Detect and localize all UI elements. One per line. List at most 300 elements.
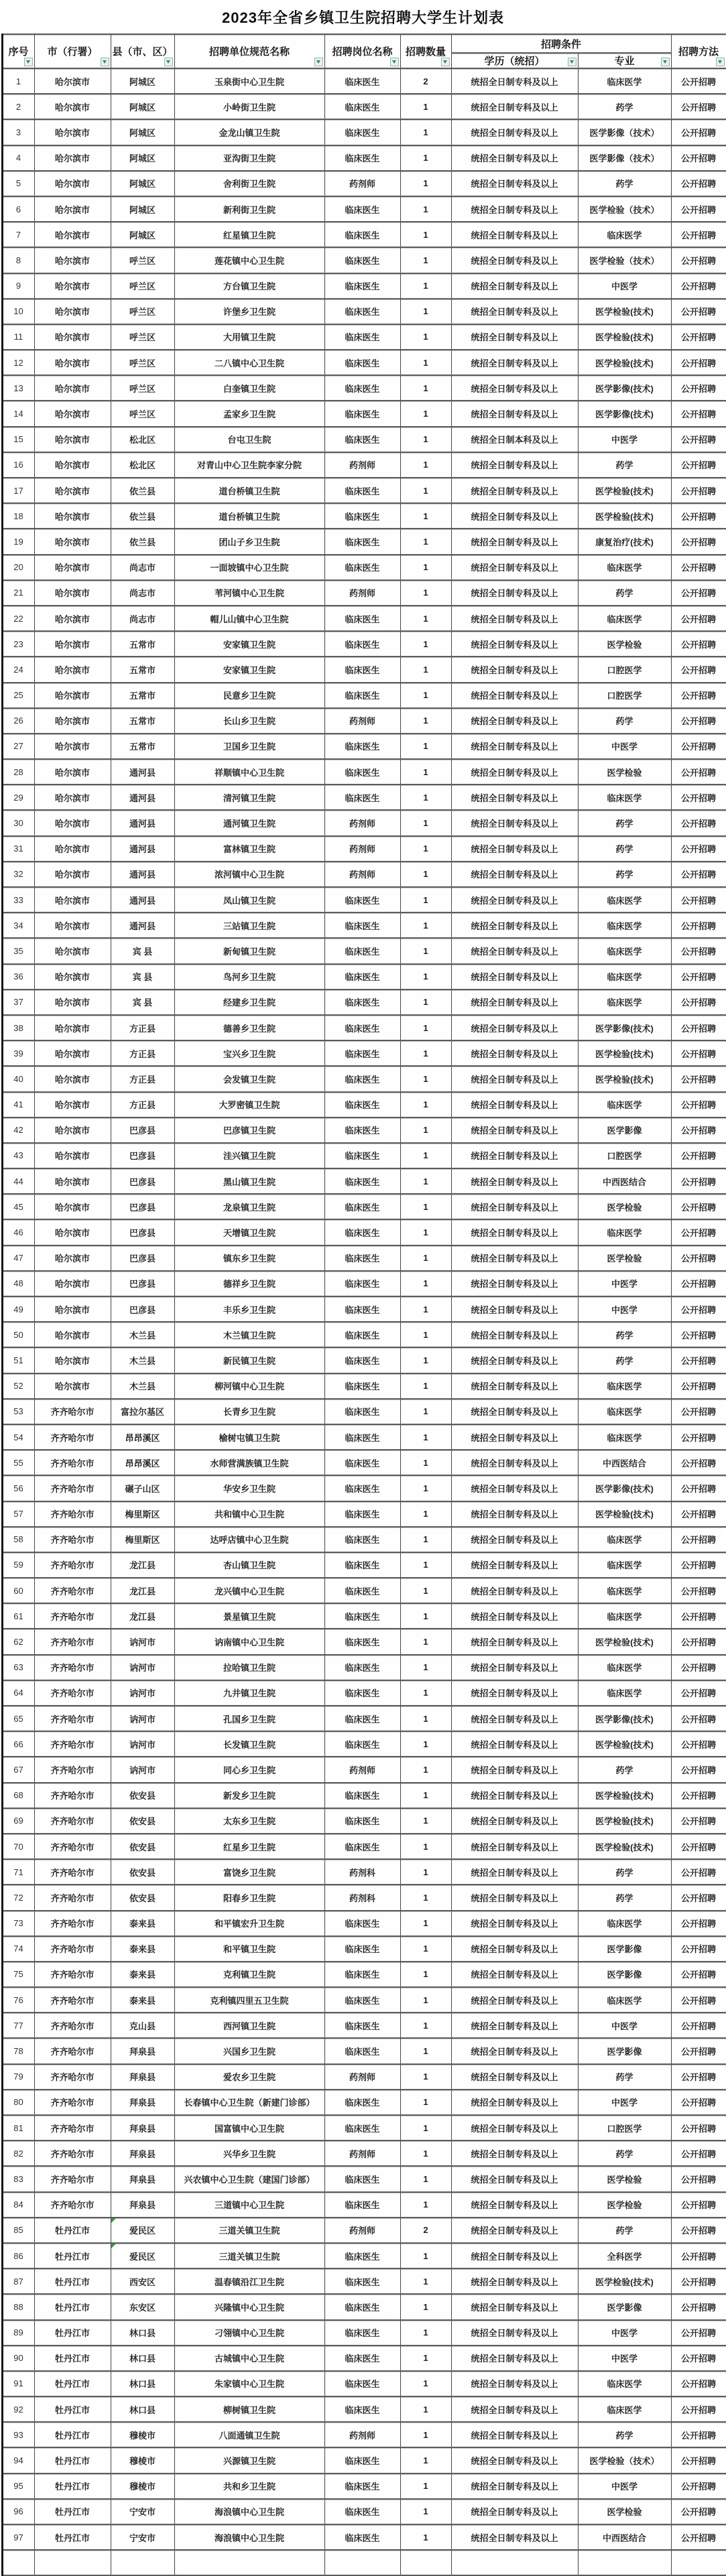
col-method: 公开招聘 bbox=[671, 1040, 726, 1066]
col-unit: 莲花镇中心卫生院 bbox=[174, 247, 324, 273]
col-unit: 太东乡卫生院 bbox=[174, 1808, 324, 1834]
col-no bbox=[2, 2550, 34, 2575]
col-city: 齐齐哈尔市 bbox=[34, 1603, 111, 1629]
col-degree: 统招全日制专科及以上 bbox=[451, 2346, 578, 2371]
col-position: 临床医生 bbox=[324, 324, 400, 350]
col-no: 32 bbox=[2, 862, 34, 887]
col-degree: 统招全日制专科及以上 bbox=[451, 734, 578, 759]
col-degree: 统招全日制专科及以上 bbox=[451, 222, 578, 247]
col-degree: 统招全日制专科及以上 bbox=[451, 1296, 578, 1322]
col-count: 1 bbox=[400, 1783, 451, 1808]
col-unit: 兴国乡卫生院 bbox=[174, 2038, 324, 2063]
col-major: 口腔医学 bbox=[578, 683, 671, 708]
col-major: 医学影像(技术) bbox=[578, 401, 671, 426]
col-count: 1 bbox=[400, 1527, 451, 1552]
col-unit: 杏山镇卫生院 bbox=[174, 1552, 324, 1578]
col-method: 公开招聘 bbox=[671, 1962, 726, 1987]
col-position: 临床医生 bbox=[324, 1527, 400, 1552]
col-count: 1 bbox=[400, 1911, 451, 1936]
table-row bbox=[2, 1834, 726, 1859]
col-degree: 统招全日制专科及以上 bbox=[451, 171, 578, 196]
filter-icon[interactable] bbox=[661, 58, 670, 66]
col-no: 17 bbox=[2, 478, 34, 503]
col-major: 临床医学 bbox=[578, 1399, 671, 1424]
col-no: 47 bbox=[2, 1245, 34, 1271]
col-major: 临床医学 bbox=[578, 990, 671, 1015]
col-position: 临床医生 bbox=[324, 1373, 400, 1399]
header-city: 市（行署） bbox=[34, 34, 111, 68]
col-unit: 三道关镇卫生院 bbox=[174, 2218, 324, 2243]
col-degree: 统招全日制专科及以上 bbox=[451, 2524, 578, 2550]
col-city: 齐齐哈尔市 bbox=[34, 1552, 111, 1578]
col-count: 1 bbox=[400, 1168, 451, 1194]
col-city: 哈尔滨市 bbox=[34, 631, 111, 657]
col-city: 齐齐哈尔市 bbox=[34, 1475, 111, 1501]
col-major: 医学检验(技术) bbox=[578, 1066, 671, 1091]
col-city: 齐齐哈尔市 bbox=[34, 2192, 111, 2218]
col-county: 宾 县 bbox=[111, 964, 174, 990]
col-degree: 统招全日制专科及以上 bbox=[451, 2115, 578, 2141]
col-county: 昂昂溪区 bbox=[111, 1424, 174, 1450]
col-position: 临床医生 bbox=[324, 1015, 400, 1040]
col-position: 临床医生 bbox=[324, 222, 400, 247]
table-row bbox=[2, 1040, 726, 1066]
col-degree: 统招全日制专科及以上 bbox=[451, 1552, 578, 1578]
col-no: 93 bbox=[2, 2422, 34, 2447]
col-no: 25 bbox=[2, 683, 34, 708]
col-method: 公开招聘 bbox=[671, 1629, 726, 1654]
col-unit: 丰乐乡卫生院 bbox=[174, 1296, 324, 1322]
header-method: 招聘方法 bbox=[671, 34, 726, 68]
col-degree: 统招全日制专科及以上 bbox=[451, 68, 578, 94]
filter-icon[interactable] bbox=[101, 58, 109, 66]
col-method: 公开招聘 bbox=[671, 222, 726, 247]
col-position: 临床医生 bbox=[324, 427, 400, 452]
col-no: 43 bbox=[2, 1143, 34, 1168]
col-no: 57 bbox=[2, 1501, 34, 1527]
col-position: 临床医生 bbox=[324, 273, 400, 299]
col-no: 86 bbox=[2, 2243, 34, 2268]
col-degree: 统招全日制专科及以上 bbox=[451, 1117, 578, 1143]
table-row bbox=[2, 2422, 726, 2447]
col-city: 齐齐哈尔市 bbox=[34, 1808, 111, 1834]
col-degree: 统招全日制专科及以上 bbox=[451, 247, 578, 273]
col-county: 通河县 bbox=[111, 887, 174, 912]
col-unit: 海浪镇中心卫生院 bbox=[174, 2524, 324, 2550]
table-row bbox=[2, 1347, 726, 1373]
col-count: 1 bbox=[400, 1296, 451, 1322]
col-no: 81 bbox=[2, 2115, 34, 2141]
col-method: 公开招聘 bbox=[671, 2473, 726, 2499]
col-unit: 安家镇卫生院 bbox=[174, 631, 324, 657]
col-method: 公开招聘 bbox=[671, 2090, 726, 2115]
col-count: 1 bbox=[400, 2243, 451, 2268]
col-no: 24 bbox=[2, 657, 34, 682]
col-major: 临床医学 bbox=[578, 222, 671, 247]
col-county: 五常市 bbox=[111, 631, 174, 657]
col-position: 临床医生 bbox=[324, 734, 400, 759]
col-method: 公开招聘 bbox=[671, 2396, 726, 2422]
col-major: 医学检验（技术） bbox=[578, 196, 671, 222]
col-method: 公开招聘 bbox=[671, 1655, 726, 1680]
col-count: 1 bbox=[400, 478, 451, 503]
col-unit: 天增镇卫生院 bbox=[174, 1219, 324, 1245]
col-method: 公开招聘 bbox=[671, 580, 726, 606]
col-no: 61 bbox=[2, 1603, 34, 1629]
col-city: 齐齐哈尔市 bbox=[34, 1629, 111, 1654]
table-row bbox=[2, 119, 726, 145]
col-unit: 共和镇中心卫生院 bbox=[174, 1501, 324, 1527]
col-unit: 华安乡卫生院 bbox=[174, 1475, 324, 1501]
col-method: 公开招聘 bbox=[671, 375, 726, 401]
col-method: 公开招聘 bbox=[671, 145, 726, 171]
col-method: 公开招聘 bbox=[671, 1603, 726, 1629]
col-city: 齐齐哈尔市 bbox=[34, 1731, 111, 1757]
col-count bbox=[400, 2550, 451, 2575]
col-county: 依安县 bbox=[111, 1783, 174, 1808]
col-city: 哈尔滨市 bbox=[34, 708, 111, 734]
col-degree: 统招全日制专科及以上 bbox=[451, 1834, 578, 1859]
col-major: 药学 bbox=[578, 580, 671, 606]
col-position: 临床医生 bbox=[324, 2499, 400, 2524]
table-row bbox=[2, 350, 726, 375]
col-degree: 统招全日制专科及以上 bbox=[451, 2473, 578, 2499]
col-no: 87 bbox=[2, 2268, 34, 2294]
col-unit: 玉泉街中心卫生院 bbox=[174, 68, 324, 94]
col-city: 哈尔滨市 bbox=[34, 555, 111, 580]
col-method: 公开招聘 bbox=[671, 1092, 726, 1117]
col-no: 28 bbox=[2, 759, 34, 785]
col-unit: 新利街卫生院 bbox=[174, 196, 324, 222]
col-county: 林口县 bbox=[111, 2396, 174, 2422]
col-major: 医学影像 bbox=[578, 2038, 671, 2063]
col-unit: 共和乡卫生院 bbox=[174, 2473, 324, 2499]
col-method: 公开招聘 bbox=[671, 1245, 726, 1271]
col-method: 公开招聘 bbox=[671, 247, 726, 273]
col-county: 依兰县 bbox=[111, 529, 174, 554]
col-position: 临床医生 bbox=[324, 2371, 400, 2396]
col-major: 中西医结合 bbox=[578, 1450, 671, 1475]
col-major: 临床医学 bbox=[578, 1578, 671, 1603]
table-row bbox=[2, 2550, 726, 2575]
col-no: 10 bbox=[2, 299, 34, 324]
header-degree: 学历（统招） bbox=[451, 53, 578, 68]
col-position: 临床医生 bbox=[324, 1296, 400, 1322]
col-county: 阿城区 bbox=[111, 196, 174, 222]
col-method: 公开招聘 bbox=[671, 2115, 726, 2141]
col-city: 哈尔滨市 bbox=[34, 247, 111, 273]
col-major: 临床医学 bbox=[578, 785, 671, 810]
col-major: 药学 bbox=[578, 1322, 671, 1347]
col-position: 临床医生 bbox=[324, 503, 400, 529]
col-no: 53 bbox=[2, 1399, 34, 1424]
col-position: 临床医生 bbox=[324, 1475, 400, 1501]
col-unit: 三道关镇卫生院 bbox=[174, 2243, 324, 2268]
col-method: 公开招聘 bbox=[671, 1578, 726, 1603]
col-county: 尚志市 bbox=[111, 580, 174, 606]
col-method: 公开招聘 bbox=[671, 94, 726, 119]
col-no: 11 bbox=[2, 324, 34, 350]
col-count: 1 bbox=[400, 887, 451, 912]
table-row bbox=[2, 2038, 726, 2063]
col-method: 公开招聘 bbox=[671, 708, 726, 734]
col-major: 医学影像(技术) bbox=[578, 1015, 671, 1040]
col-county: 拜泉县 bbox=[111, 2115, 174, 2141]
col-method: 公开招聘 bbox=[671, 734, 726, 759]
col-degree: 统招全日制专科及以上 bbox=[451, 657, 578, 682]
col-position: 临床医生 bbox=[324, 1040, 400, 1066]
col-method: 公开招聘 bbox=[671, 196, 726, 222]
header-major: 专业 bbox=[578, 53, 671, 68]
col-position: 临床医生 bbox=[324, 145, 400, 171]
col-count: 1 bbox=[400, 580, 451, 606]
col-unit: 长春镇中心卫生院（新建门诊部） bbox=[174, 2090, 324, 2115]
col-degree: 统招全日制专科及以上 bbox=[451, 1731, 578, 1757]
col-city: 哈尔滨市 bbox=[34, 1347, 111, 1373]
col-method: 公开招聘 bbox=[671, 427, 726, 452]
col-position: 临床医生 bbox=[324, 938, 400, 963]
col-county: 呼兰区 bbox=[111, 324, 174, 350]
filter-icon[interactable] bbox=[24, 58, 33, 66]
col-count: 1 bbox=[400, 452, 451, 478]
col-unit: 大用镇卫生院 bbox=[174, 324, 324, 350]
col-method: 公开招聘 bbox=[671, 836, 726, 862]
col-unit: 新发乡卫生院 bbox=[174, 1783, 324, 1808]
col-city: 哈尔滨市 bbox=[34, 1322, 111, 1347]
col-degree: 统招全日制专科及以上 bbox=[451, 912, 578, 938]
col-count: 1 bbox=[400, 2192, 451, 2218]
col-count: 1 bbox=[400, 606, 451, 631]
col-county: 宾 县 bbox=[111, 938, 174, 963]
col-position: 临床医生 bbox=[324, 1117, 400, 1143]
col-no: 85 bbox=[2, 2218, 34, 2243]
col-count: 1 bbox=[400, 1987, 451, 2013]
col-count: 1 bbox=[400, 2064, 451, 2090]
table-row bbox=[2, 555, 726, 580]
col-no: 46 bbox=[2, 1219, 34, 1245]
col-count: 1 bbox=[400, 657, 451, 682]
col-county bbox=[111, 2550, 174, 2575]
col-no: 82 bbox=[2, 2141, 34, 2166]
col-no: 16 bbox=[2, 452, 34, 478]
col-degree: 统招全日制专科及以上 bbox=[451, 887, 578, 912]
col-count: 1 bbox=[400, 1680, 451, 1706]
header-position: 招聘岗位名称 bbox=[324, 34, 400, 68]
col-major: 药学 bbox=[578, 2064, 671, 2090]
col-no: 31 bbox=[2, 836, 34, 862]
col-no: 95 bbox=[2, 2473, 34, 2499]
col-count: 1 bbox=[400, 1450, 451, 1475]
col-no: 20 bbox=[2, 555, 34, 580]
col-city: 齐齐哈尔市 bbox=[34, 2115, 111, 2141]
col-major: 中医学 bbox=[578, 273, 671, 299]
col-unit: 海浪镇中心卫生院 bbox=[174, 2499, 324, 2524]
col-major: 药学 bbox=[578, 708, 671, 734]
col-county: 依安县 bbox=[111, 1834, 174, 1859]
col-position: 临床医生 bbox=[324, 1194, 400, 1219]
col-unit: 龙泉镇卫生院 bbox=[174, 1194, 324, 1219]
col-no: 62 bbox=[2, 1629, 34, 1654]
col-position: 临床医生 bbox=[324, 1911, 400, 1936]
col-method: 公开招聘 bbox=[671, 299, 726, 324]
col-method: 公开招聘 bbox=[671, 529, 726, 554]
col-no: 5 bbox=[2, 171, 34, 196]
col-position: 临床医生 bbox=[324, 606, 400, 631]
col-city: 哈尔滨市 bbox=[34, 350, 111, 375]
col-count: 1 bbox=[400, 1859, 451, 1885]
col-no: 94 bbox=[2, 2447, 34, 2473]
col-county: 木兰县 bbox=[111, 1322, 174, 1347]
col-major: 药学 bbox=[578, 171, 671, 196]
filter-icon[interactable] bbox=[716, 58, 725, 66]
col-position: 临床医生 bbox=[324, 94, 400, 119]
col-unit: 克利镇卫生院 bbox=[174, 1962, 324, 1987]
col-count: 1 bbox=[400, 683, 451, 708]
col-position: 临床医生 bbox=[324, 68, 400, 94]
col-county: 木兰县 bbox=[111, 1373, 174, 1399]
col-no: 66 bbox=[2, 1731, 34, 1757]
filter-icon[interactable] bbox=[441, 58, 450, 66]
col-county: 松北区 bbox=[111, 452, 174, 478]
col-unit: 孔国乡卫生院 bbox=[174, 1706, 324, 1731]
col-degree: 统招全日制专科及以上 bbox=[451, 1859, 578, 1885]
col-degree: 统招全日制专科及以上 bbox=[451, 2038, 578, 2063]
table-row bbox=[2, 1911, 726, 1936]
col-degree: 统招全日制专科及以上 bbox=[451, 273, 578, 299]
col-city: 哈尔滨市 bbox=[34, 145, 111, 171]
col-no: 64 bbox=[2, 1680, 34, 1706]
col-degree: 统招全日制专科及以上 bbox=[451, 145, 578, 171]
col-unit: 朱家镇中心卫生院 bbox=[174, 2371, 324, 2396]
col-degree: 统招全日制专科及以上 bbox=[451, 1219, 578, 1245]
filter-icon[interactable] bbox=[314, 58, 323, 66]
col-degree: 统招全日制专科及以上 bbox=[451, 478, 578, 503]
col-major: 临床医学 bbox=[578, 606, 671, 631]
table-row bbox=[2, 1475, 726, 1501]
col-count: 1 bbox=[400, 708, 451, 734]
col-position: 药剂师 bbox=[324, 452, 400, 478]
col-degree: 统招全日制专科及以上 bbox=[451, 1757, 578, 1782]
col-degree: 统招全日制专科及以上 bbox=[451, 1092, 578, 1117]
col-county: 讷河市 bbox=[111, 1655, 174, 1680]
col-unit: 清河镇卫生院 bbox=[174, 785, 324, 810]
col-county: 巴彦县 bbox=[111, 1168, 174, 1194]
col-position: 药剂师 bbox=[324, 171, 400, 196]
table-row bbox=[2, 324, 726, 350]
col-no: 12 bbox=[2, 350, 34, 375]
col-county: 东安区 bbox=[111, 2294, 174, 2319]
col-county: 依安县 bbox=[111, 1859, 174, 1885]
col-position: 临床医生 bbox=[324, 2268, 400, 2294]
col-city: 哈尔滨市 bbox=[34, 836, 111, 862]
col-unit: 新民镇卫生院 bbox=[174, 1347, 324, 1373]
col-major: 医学影像（技术） bbox=[578, 119, 671, 145]
col-unit: 方台镇卫生院 bbox=[174, 273, 324, 299]
table-row bbox=[2, 299, 726, 324]
col-no: 78 bbox=[2, 2038, 34, 2063]
col-count: 1 bbox=[400, 555, 451, 580]
col-degree: 统招全日制专科及以上 bbox=[451, 1450, 578, 1475]
col-position: 药剂师 bbox=[324, 862, 400, 887]
col-major: 医学影像 bbox=[578, 1117, 671, 1143]
col-major: 药学 bbox=[578, 862, 671, 887]
header-count: 招聘数量 bbox=[400, 34, 451, 68]
col-city: 牡丹江市 bbox=[34, 2473, 111, 2499]
col-city: 齐齐哈尔市 bbox=[34, 1527, 111, 1552]
col-county: 龙江县 bbox=[111, 1552, 174, 1578]
col-unit: 帽儿山镇中心卫生院 bbox=[174, 606, 324, 631]
col-degree: 统招全日制专科及以上 bbox=[451, 1066, 578, 1091]
col-count: 1 bbox=[400, 2090, 451, 2115]
table-row bbox=[2, 2447, 726, 2473]
filter-icon[interactable] bbox=[164, 58, 173, 66]
filter-icon[interactable] bbox=[568, 58, 577, 66]
col-city: 哈尔滨市 bbox=[34, 1296, 111, 1322]
col-degree: 统招全日制专科及以上 bbox=[451, 1245, 578, 1271]
col-unit: 刁翎镇中心卫生院 bbox=[174, 2320, 324, 2346]
filter-icon[interactable] bbox=[390, 58, 399, 66]
col-position: 临床医生 bbox=[324, 2320, 400, 2346]
col-city: 牡丹江市 bbox=[34, 2371, 111, 2396]
col-major: 医学检验 bbox=[578, 1245, 671, 1271]
col-degree: 统招全日制专科及以上 bbox=[451, 1911, 578, 1936]
col-unit: 宝兴乡卫生院 bbox=[174, 1040, 324, 1066]
col-position: 临床医生 bbox=[324, 1347, 400, 1373]
col-count: 1 bbox=[400, 1731, 451, 1757]
col-city: 齐齐哈尔市 bbox=[34, 1962, 111, 1987]
col-city: 哈尔滨市 bbox=[34, 1092, 111, 1117]
col-no: 74 bbox=[2, 1936, 34, 1962]
col-county: 拜泉县 bbox=[111, 2166, 174, 2191]
col-position: 临床医生 bbox=[324, 2447, 400, 2473]
col-major: 临床医学 bbox=[578, 68, 671, 94]
col-county: 拜泉县 bbox=[111, 2141, 174, 2166]
col-major: 临床医学 bbox=[578, 1219, 671, 1245]
col-position: 临床医生 bbox=[324, 350, 400, 375]
col-count: 1 bbox=[400, 2499, 451, 2524]
col-position: 药剂师 bbox=[324, 580, 400, 606]
col-count: 2 bbox=[400, 2218, 451, 2243]
col-city: 齐齐哈尔市 bbox=[34, 2013, 111, 2038]
col-degree: 统招全日制专科及以上 bbox=[451, 2268, 578, 2294]
table-row bbox=[2, 1219, 726, 1245]
col-major: 中医学 bbox=[578, 2320, 671, 2346]
col-method: 公开招聘 bbox=[671, 1424, 726, 1450]
col-major: 医学检验 bbox=[578, 2166, 671, 2191]
col-method: 公开招聘 bbox=[671, 2064, 726, 2090]
col-county: 穆棱市 bbox=[111, 2422, 174, 2447]
col-count: 1 bbox=[400, 1373, 451, 1399]
col-degree: 统招全日制专科及以上 bbox=[451, 2141, 578, 2166]
col-unit: 拉哈镇卫生院 bbox=[174, 1655, 324, 1680]
col-unit: 木兰镇卫生院 bbox=[174, 1322, 324, 1347]
col-degree: 统招全日制专科及以上 bbox=[451, 1655, 578, 1680]
col-degree: 统招全日制专科及以上 bbox=[451, 810, 578, 835]
col-degree: 统招全日制专科及以上 bbox=[451, 683, 578, 708]
col-unit: 洼兴镇卫生院 bbox=[174, 1143, 324, 1168]
col-unit: 大罗密镇卫生院 bbox=[174, 1092, 324, 1117]
table-row bbox=[2, 606, 726, 631]
table-row bbox=[2, 862, 726, 887]
table-row bbox=[2, 1629, 726, 1654]
col-count: 1 bbox=[400, 2422, 451, 2447]
col-position: 药剂师 bbox=[324, 2141, 400, 2166]
col-unit: 巴彦镇卫生院 bbox=[174, 1117, 324, 1143]
col-position: 临床医生 bbox=[324, 1962, 400, 1987]
col-major: 医学影像(技术) bbox=[578, 375, 671, 401]
col-city: 哈尔滨市 bbox=[34, 68, 111, 94]
col-position: 临床医生 bbox=[324, 375, 400, 401]
